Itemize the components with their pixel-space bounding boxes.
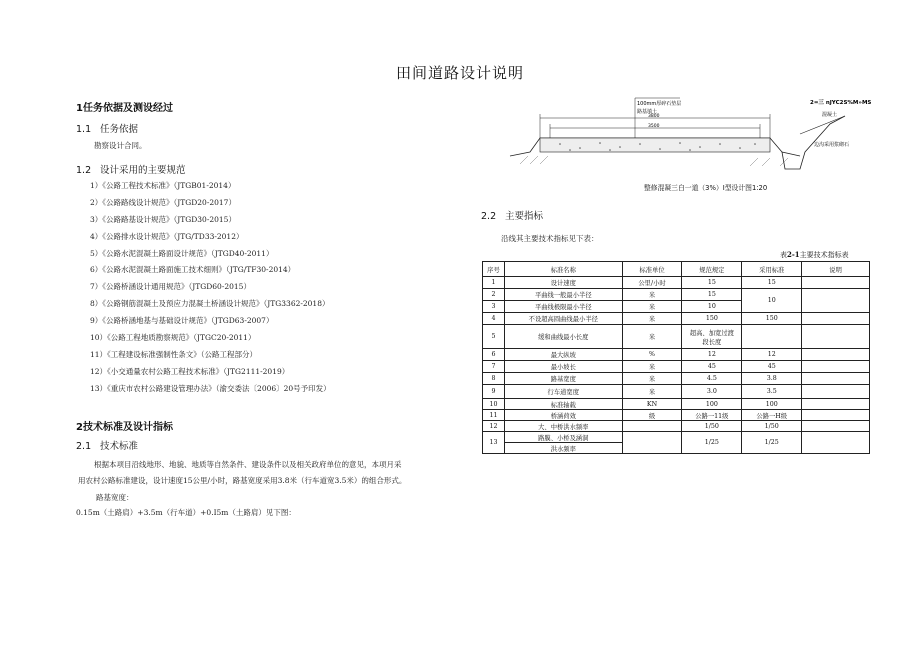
table-header-row xyxy=(483,262,870,277)
column-header: 序号 xyxy=(483,262,505,277)
spec-value: 150 xyxy=(682,313,742,325)
note xyxy=(802,399,870,410)
standard-name: 行车道宽度 xyxy=(504,385,622,399)
note xyxy=(802,313,870,325)
unit: 米 xyxy=(622,313,682,325)
row-number: 3 xyxy=(483,301,505,313)
standard-name: 路膜、小桥及涵洞 xyxy=(504,432,622,443)
standard-name: 缓和曲线最小长度 xyxy=(504,325,622,349)
standard-name: 最小坡长 xyxy=(504,361,622,373)
unit: 公里/小时 xyxy=(622,277,682,289)
table-caption-prefix: 表 xyxy=(780,251,787,259)
spec-value: 超高、加宽过渡段长度 xyxy=(682,325,742,349)
table-row xyxy=(483,421,870,432)
section-number: 2.2 xyxy=(481,211,497,222)
table-row xyxy=(483,432,870,443)
section-2-1-heading xyxy=(76,438,138,452)
spec-value: 1/25 xyxy=(682,432,742,454)
row-number: 4 xyxy=(483,313,505,325)
top-layer-label: 100mm厚碎石垫层 xyxy=(637,101,682,107)
spec-value: 12 xyxy=(682,349,742,361)
note xyxy=(802,373,870,385)
standard-name: 平曲线一般最小半径 xyxy=(504,289,622,301)
adopted-value: 45 xyxy=(742,361,802,373)
indicator-intro: 沿线其主要技术指标见下表： xyxy=(501,234,599,243)
table-row xyxy=(483,410,870,421)
task-basis-text: 勘察设计合同。 xyxy=(94,141,147,150)
note xyxy=(802,385,870,399)
list-item: 6）《公路水泥混凝土路面施工技术细则》（JTG/TF30-2014） xyxy=(90,265,296,275)
section-number: 1.1 xyxy=(76,124,92,135)
note xyxy=(802,289,870,313)
table-row xyxy=(483,325,870,349)
adopted-value: 3.5 xyxy=(742,385,802,399)
standard-name: 大、中桥洪水频率 xyxy=(504,421,622,432)
unit: 米 xyxy=(622,325,682,349)
row-number: 12 xyxy=(483,421,505,432)
standard-name: 标准轴载 xyxy=(504,399,622,410)
list-item: 12）《小交通量农村公路工程技术标准》（JTG2111-2019） xyxy=(90,366,290,376)
section-1-2-heading xyxy=(76,162,186,176)
row-number: 5 xyxy=(483,325,505,349)
standard-name: 设计速度 xyxy=(504,277,622,289)
standard-name: 最大纵坡 xyxy=(504,349,622,361)
adopted-value: 150 xyxy=(742,313,802,325)
section-number: 1.2 xyxy=(76,165,92,176)
standard-name: 洪水频率 xyxy=(504,443,622,454)
table-row xyxy=(483,349,870,361)
section-2-2-heading xyxy=(481,208,543,222)
figure-caption: 整修混凝三白一道（3%）I型设计图1:20 xyxy=(644,184,768,192)
standard-name: 平曲线极限最小半径 xyxy=(504,301,622,313)
table-row xyxy=(483,385,870,399)
table-caption-number: 2-1 xyxy=(787,250,800,259)
pavement-layer xyxy=(540,138,770,152)
adopted-value: 3.8 xyxy=(742,373,802,385)
concrete-label: 混凝土 xyxy=(822,112,838,118)
standards-list xyxy=(90,178,430,398)
section-title: 技术标准 xyxy=(100,441,139,452)
table-row xyxy=(483,313,870,325)
note xyxy=(802,277,870,289)
spec-value: 45 xyxy=(682,361,742,373)
spec-value: 1/50 xyxy=(682,421,742,432)
note xyxy=(802,361,870,373)
spec-value: 公路一11级 xyxy=(682,410,742,421)
table-row xyxy=(483,399,870,410)
note xyxy=(802,325,870,349)
note xyxy=(802,349,870,361)
section-number: 2.1 xyxy=(76,441,92,452)
ground-hatch xyxy=(520,156,788,166)
unit: 米 xyxy=(622,373,682,385)
unit: 米 xyxy=(622,289,682,301)
standard-name: 路基宽度 xyxy=(504,373,622,385)
ditch-label: 边沟采用浆砌石 xyxy=(814,142,850,148)
column-header: 说明 xyxy=(802,262,870,277)
list-item: 5）《公路水泥混凝土路面设计规范》（JTGD40-2011） xyxy=(90,248,274,258)
standard-name: 桥涵荷效 xyxy=(504,410,622,421)
table-row xyxy=(483,373,870,385)
spec-value: 100 xyxy=(682,399,742,410)
adopted-value: 1/25 xyxy=(742,432,802,454)
adopted-value: 公路一H级 xyxy=(742,410,802,421)
adopted-value xyxy=(742,325,802,349)
fill-label: 路基填土 xyxy=(637,109,658,115)
technical-standard-paragraph: 根据本项目沿线地形、地貌、地质等自然条件、建设条件以及相关政府单位的意见，本项月采用农村公路标准建设，设计速度15公里/小时，路基宽度采用3.8米（行车道宽3.5米）的组合形式。 xyxy=(78,460,407,485)
section-title: 主要指标 xyxy=(505,211,544,222)
unit: 级 xyxy=(622,410,682,421)
row-number: 13 xyxy=(483,432,505,454)
section1-heading: 1任务依据及测设经过 xyxy=(76,103,173,114)
adopted-value: 1/50 xyxy=(742,421,802,432)
unit xyxy=(622,421,682,432)
section-title: 任务依据 xyxy=(100,124,139,135)
page-title: 田间道路设计说明 xyxy=(395,64,524,82)
list-item: 3）《公路路基设计规范》（JTGD30-2015） xyxy=(90,214,236,224)
row-number: 6 xyxy=(483,349,505,361)
list-item: 2）《公路路线设计规范》（JTGD20-2017） xyxy=(90,197,236,207)
subgrade-width-label: 路基宽度： xyxy=(96,493,134,502)
unit: 米 xyxy=(622,301,682,313)
row-number: 1 xyxy=(483,277,505,289)
row-number: 10 xyxy=(483,399,505,410)
dimension-3500: 3500 xyxy=(648,124,660,129)
annotation-top-right: 2=三 nJYC2S%M»MS xyxy=(810,100,872,106)
list-item: 13）《重庆市农村公路建设管理办法》（渝交委法〔2006〕20号予印发） xyxy=(90,383,331,393)
column-header: 规范规定 xyxy=(682,262,742,277)
spec-value: 15 xyxy=(682,277,742,289)
column-header: 标准名称 xyxy=(504,262,622,277)
section-1-1-heading xyxy=(76,121,138,135)
column-header: 标准单位 xyxy=(622,262,682,277)
road-cross-section-drawing xyxy=(500,94,885,190)
table-row xyxy=(483,361,870,373)
list-item: 1）《公路工程技术标准》（JTGB01-2014） xyxy=(90,181,236,190)
main-indicators-table xyxy=(482,261,870,454)
adopted-value: 15 xyxy=(742,277,802,289)
adopted-value: 10 xyxy=(742,289,802,313)
column-header: 采用标准 xyxy=(742,262,802,277)
row-number: 7 xyxy=(483,361,505,373)
note xyxy=(802,421,870,432)
spec-value: 10 xyxy=(682,301,742,313)
list-item: 4）《公路排水设计规范》（JTG/TD33-2012） xyxy=(90,231,244,241)
spec-value: 15 xyxy=(682,289,742,301)
list-item: 9）《公路桥涵地基与基础设计规范》（JTGD63-2007） xyxy=(90,316,274,326)
list-item: 11）《工程建设标准强制性条文》（公路工程部分） xyxy=(90,349,258,359)
table-caption-text: 主要技术指标表 xyxy=(799,251,849,259)
row-number: 8 xyxy=(483,373,505,385)
unit xyxy=(622,432,682,454)
note xyxy=(802,410,870,421)
list-item: 8）《公路钢筋混凝土及预应力混凝土桥涵设计规范》（JTG3362-2018） xyxy=(90,299,330,309)
subgrade-width-formula: 0.15m（土路肩）+3.5m（行车道）+0.I5m（土路肩）见下图： xyxy=(76,508,296,517)
unit: % xyxy=(622,349,682,361)
section-title: 设计采用的主要规范 xyxy=(100,165,186,176)
row-number: 11 xyxy=(483,410,505,421)
unit: 米 xyxy=(622,385,682,399)
adopted-value: 12 xyxy=(742,349,802,361)
note xyxy=(802,432,870,454)
standard-name: 不设超高圆曲线最小半径 xyxy=(504,313,622,325)
list-item: 7）《公路桥涵设计通用规范》（JTGD60-2015） xyxy=(90,282,251,292)
section2-heading: 2技术标准及设计指标 xyxy=(76,422,173,433)
row-number: 9 xyxy=(483,385,505,399)
row-number: 2 xyxy=(483,289,505,301)
unit: KN xyxy=(622,399,682,410)
table-row xyxy=(483,277,870,289)
table-row xyxy=(483,289,870,301)
unit: 米 xyxy=(622,361,682,373)
dimension-3800: 3800 xyxy=(648,114,660,119)
adopted-value: 100 xyxy=(742,399,802,410)
table-caption xyxy=(780,250,849,260)
spec-value: 3.0 xyxy=(682,385,742,399)
list-item: 10）《公路工程地质勘察规范》（JTGC20-2011） xyxy=(90,333,256,343)
spec-value: 4.5 xyxy=(682,373,742,385)
